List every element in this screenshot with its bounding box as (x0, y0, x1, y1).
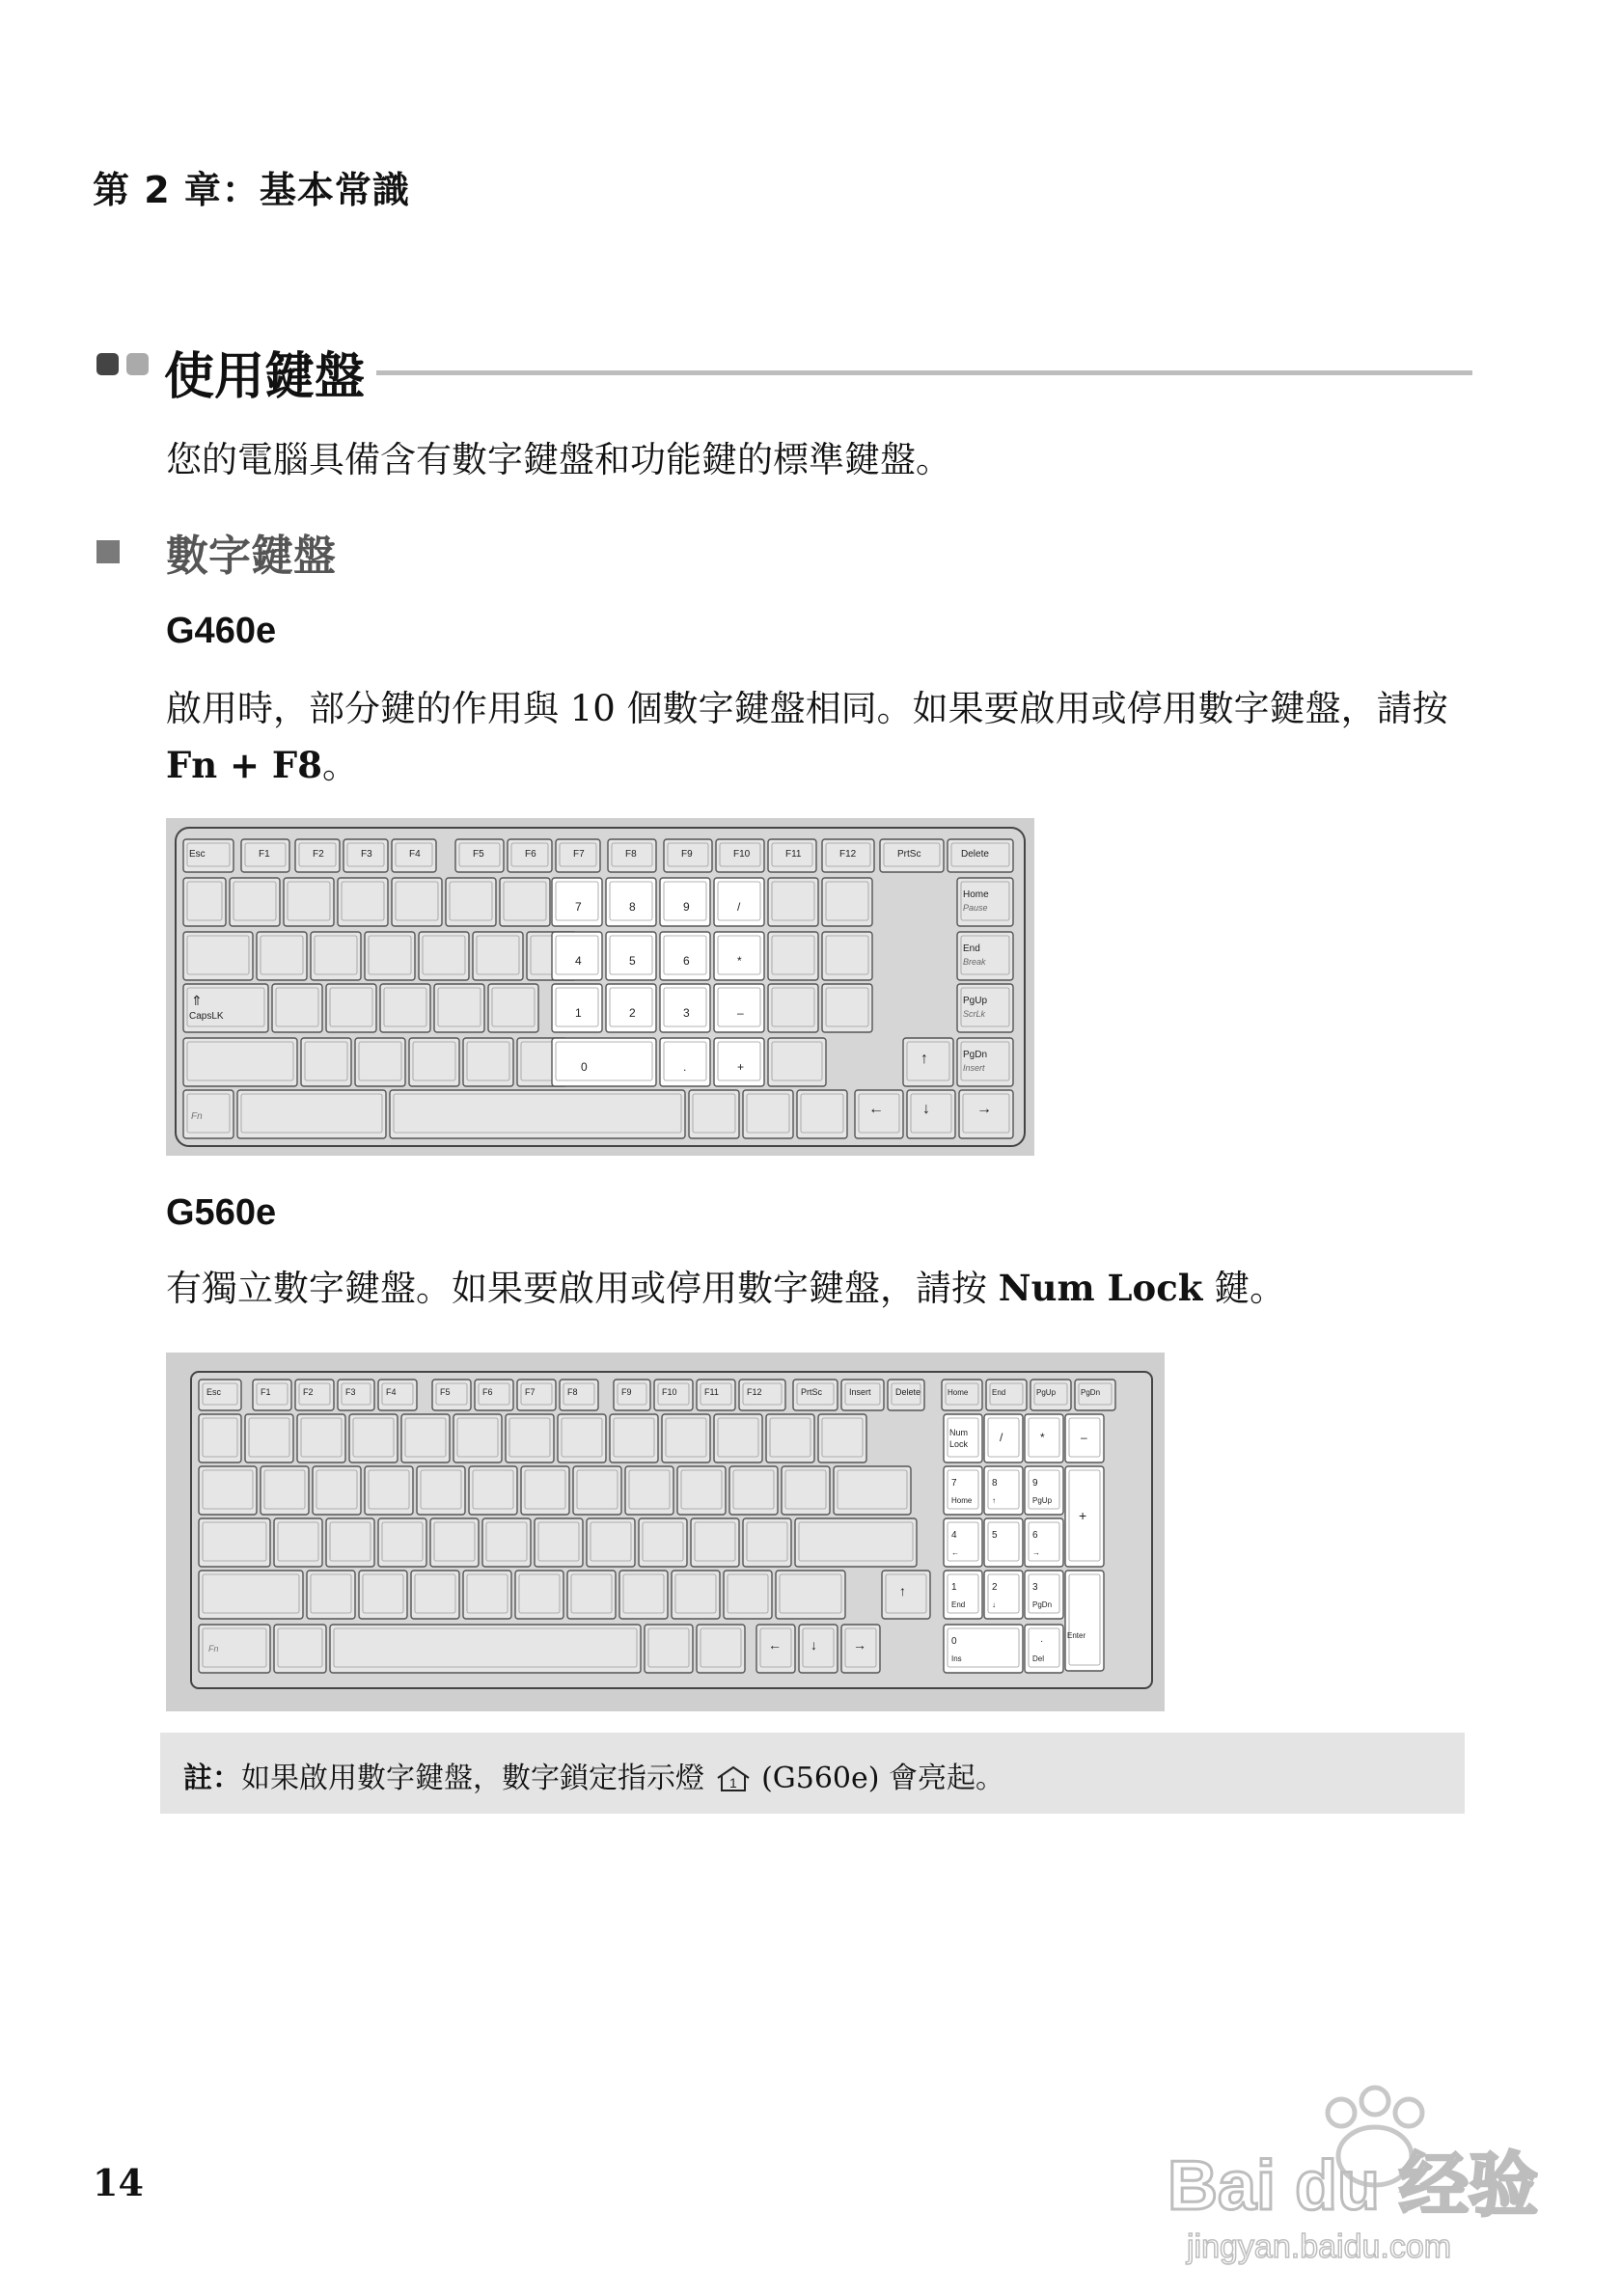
kb1-label-f3: F3 (361, 849, 372, 860)
model-heading-g460e: G460e (166, 611, 277, 651)
kb2-label-f9: F9 (621, 1387, 632, 1397)
kb2-row1-key-2 (297, 1414, 345, 1462)
kb2-label-f5: F5 (440, 1387, 451, 1397)
kb2-key-f4 (378, 1380, 417, 1410)
kb1-numpad-label-0-3: / (737, 900, 741, 914)
g560e-paragraph: 有獨立數字鍵盤。如果要啟用或停用數字鍵盤，請按 Num Lock 鍵。 (166, 1267, 1286, 1309)
kb1-label-esc: Esc (189, 849, 206, 860)
kb2-key-f9 (614, 1380, 650, 1410)
kb2-numpad-dot (1025, 1625, 1063, 1673)
kb2-row3-key-3 (378, 1518, 426, 1567)
kb2-row1-key-1 (245, 1414, 293, 1462)
kb2-label-pgdn: PgDn (1081, 1388, 1101, 1397)
kb2-numpad-zero (944, 1625, 1023, 1673)
kb1-numpad-label-0-1: 8 (629, 900, 636, 914)
kb2-row2-key-5 (469, 1466, 517, 1515)
kb2-row1-key-6 (506, 1414, 554, 1462)
kb2-numlock-label-2: Lock (949, 1439, 969, 1449)
kb1-right-a-0 (768, 878, 818, 926)
kb2-label-f1: F1 (261, 1387, 271, 1397)
kb1-row3-key-3 (380, 984, 430, 1032)
kb1-label-f10: F10 (733, 849, 751, 860)
kb1-caps-arrow: ⇑ (191, 993, 203, 1008)
kb1-side-sub-0: Pause (963, 903, 988, 913)
kb2-numpad-zero-sub: Ins (951, 1654, 962, 1663)
kb1-row4-key-2 (355, 1038, 405, 1086)
kb2-numpad-r4-0 (944, 1571, 982, 1619)
kb1-right-b-0 (822, 878, 872, 926)
kb2-row3-key-10 (743, 1518, 791, 1567)
kb1-fn-label: Fn (191, 1111, 203, 1122)
kb1-label-f6: F6 (525, 849, 536, 860)
kb1-side-pgup (957, 984, 1013, 1032)
kb1-numpad-label-1-3: * (737, 954, 742, 968)
kb1-capslk-label: CapsLK (189, 1011, 224, 1022)
kb2-numpad-r2-sub-2: PgUp (1032, 1496, 1053, 1505)
intro-paragraph: 您的電腦具備含有數字鍵盤和功能鍵的標準鍵盤。 (166, 439, 951, 480)
kb1-row3-key-2 (326, 984, 376, 1032)
kb1-numpad-label-2-3: – (737, 1006, 744, 1020)
kb1-numpad-label-1-2: 6 (683, 954, 690, 968)
kb2-label-end: End (992, 1388, 1006, 1397)
keyboard-diagram-g560e (166, 1353, 1165, 1711)
section-title: 使用鍵盤 (164, 348, 366, 406)
kb2-row3-key-2 (326, 1518, 374, 1567)
kb1-bottom-4 (797, 1090, 847, 1138)
kb2-label-f8: F8 (567, 1387, 578, 1397)
kb2-row4-key-9 (724, 1571, 772, 1619)
kb2-row1-key-3 (349, 1414, 398, 1462)
kb2-row2-key-0 (199, 1466, 257, 1515)
kb1-row2-key-0 (183, 932, 253, 980)
kb1-numpad-label-0-0: 7 (575, 900, 582, 914)
kb2-label-f4: F4 (386, 1387, 397, 1397)
watermark-brand: Bai du 经验 (1168, 2147, 1539, 2225)
kb2-key-f2 (295, 1380, 334, 1410)
kb2-numpad-r3-sub-2: → (1032, 1548, 1040, 1557)
kb2-row1-key-11 (766, 1414, 814, 1462)
kb1-label-f4: F4 (409, 849, 421, 860)
kb1-row3-key-5 (488, 984, 538, 1032)
kb2-numpad-r3-0 (944, 1518, 982, 1567)
kb2-row4-key-10 (776, 1571, 845, 1619)
kb1-numpad-key-3-0 (552, 1038, 656, 1086)
kb2-numpad-r3-1 (984, 1518, 1023, 1567)
kb1-row2-key-2 (311, 932, 361, 980)
kb2-numpad-r3-sub-0: ← (951, 1548, 959, 1557)
kb2-numpad-r4-sub-0: End (951, 1600, 966, 1609)
kb2-row3-key-1 (274, 1518, 322, 1567)
note-box (160, 1733, 1465, 1814)
kb1-row2-key-3 (365, 932, 415, 980)
kb2-row4-key-7 (619, 1571, 668, 1619)
kb2-row4-key-8 (672, 1571, 720, 1619)
kb1-row1-key-5 (446, 878, 496, 926)
kb1-row1-key-3 (338, 878, 388, 926)
kb2-numpad-r3-2 (1025, 1518, 1063, 1567)
kb1-right-b-2 (822, 984, 872, 1032)
kb1-side-home (957, 878, 1013, 926)
kb1-numpad-label-0-2: 9 (683, 900, 690, 914)
kb2-numpad-plus-label: + (1079, 1508, 1087, 1523)
square-bullet-icon (96, 540, 120, 563)
kb1-spacebar (390, 1090, 685, 1138)
kb2-numpad-r4-1 (984, 1571, 1023, 1619)
kb1-row2-key-5 (473, 932, 523, 980)
kb2-numpad-zero-label: 0 (951, 1636, 957, 1647)
section-bullet-icon (96, 353, 156, 375)
kb2-row2-key-9 (677, 1466, 726, 1515)
kb2-label-prtsc: PrtSc (801, 1387, 823, 1397)
kb1-label-f12: F12 (839, 849, 857, 860)
kb2-label-f2: F2 (303, 1387, 314, 1397)
kb2-key-f3 (338, 1380, 374, 1410)
kb2-numpad-enter (1065, 1571, 1104, 1671)
kb1-row4-key-4 (463, 1038, 513, 1086)
kb2-row2-key-7 (573, 1466, 621, 1515)
kb1-right-a-2 (768, 984, 818, 1032)
kb2-numpad-r2-label-1: 8 (992, 1478, 998, 1489)
kb1-side-label-1: End (963, 943, 980, 954)
kb2-row4-key-4 (463, 1571, 511, 1619)
kb1-bottom-1 (237, 1090, 386, 1138)
kb1-bottom-3 (743, 1090, 793, 1138)
kb1-numpad-label-2-1: 2 (629, 1006, 636, 1020)
kb1-side-sub-1: Break (963, 957, 986, 967)
kb2-key-f6 (475, 1380, 513, 1410)
kb2-arrow-left-label: ← (768, 1637, 782, 1653)
kb2-numpad-r2-sub-1: ↑ (992, 1496, 996, 1505)
kb2-row3-key-11 (795, 1518, 917, 1567)
kb1-arrow-up-label: ↑ (920, 1051, 928, 1067)
kb2-numpad-r2-2 (1025, 1466, 1063, 1515)
kb2-row2-key-6 (521, 1466, 569, 1515)
kb1-label-f8: F8 (625, 849, 637, 860)
kb1-label-f5: F5 (473, 849, 484, 860)
kb2-row2-key-4 (417, 1466, 465, 1515)
kb1-arrow-down-label: ↓ (922, 1101, 930, 1117)
kb2-bottom-1 (274, 1625, 326, 1673)
kb1-row2-key-4 (419, 932, 469, 980)
kb1-arrow-down (907, 1090, 955, 1138)
kb2-key-f8 (560, 1380, 598, 1410)
kb2-key-f1 (253, 1380, 291, 1410)
kb2-row3-key-9 (691, 1518, 739, 1567)
kb2-numpad-enter-label: Enter (1067, 1631, 1086, 1640)
kb1-row4-key-0 (183, 1038, 297, 1086)
kb2-numpad-r2-label-2: 9 (1032, 1478, 1038, 1489)
kb2-row1-key-4 (401, 1414, 450, 1462)
kb1-row3-key-4 (434, 984, 484, 1032)
kb2-numpad-r1-label-2: – (1081, 1431, 1087, 1444)
kb2-numpad-dot-label: · (1040, 1636, 1044, 1647)
kb2-arrow-up-label: ↑ (899, 1583, 906, 1599)
kb2-row1-key-7 (558, 1414, 606, 1462)
shortcut-fn-f8: Fn + F8 (166, 744, 322, 786)
kb2-row4-key-3 (411, 1571, 459, 1619)
kb1-numpad-label-1-0: 4 (575, 954, 582, 968)
kb2-label-home: Home (948, 1388, 969, 1397)
kb2-row3-key-8 (639, 1518, 687, 1567)
kb2-row4-key-0 (199, 1571, 303, 1619)
kb1-row1-key-6 (500, 878, 550, 926)
kb2-row2-key-1 (261, 1466, 309, 1515)
kb1-numpad-label-2-2: 3 (683, 1006, 690, 1020)
kb2-row2-key-3 (365, 1466, 413, 1515)
kb1-numpad-label-3-0: 0 (581, 1060, 588, 1074)
kb2-label-f3: F3 (345, 1387, 356, 1397)
kb2-row2-key-11 (782, 1466, 830, 1515)
kb2-numpad-dot-sub: Del (1032, 1654, 1045, 1663)
kb1-label-prtsc: PrtSc (897, 849, 921, 860)
kb1-label-f9: F9 (681, 849, 693, 860)
kb2-row1-key-10 (714, 1414, 762, 1462)
kb2-key-f5 (432, 1380, 471, 1410)
kb2-numpad-r2-1 (984, 1466, 1023, 1515)
note-label: 註： (183, 1762, 241, 1795)
kb2-numpad-r2-0 (944, 1466, 982, 1515)
kb1-right-b-1 (822, 932, 872, 980)
kb2-arrow-down (799, 1625, 838, 1673)
page-number: 14 (93, 2161, 144, 2204)
kb2-numpad-r1-0 (984, 1414, 1023, 1462)
kb2-label-f11: F11 (704, 1387, 719, 1397)
kb2-numpad-r1-label-0: / (1000, 1431, 1003, 1444)
kb2-numpad-r4-label-1: 2 (992, 1582, 998, 1593)
kb2-numlock-key (944, 1414, 982, 1462)
keyboard-diagram-g460e (166, 818, 1034, 1156)
kb2-row3-key-7 (587, 1518, 635, 1567)
kb2-numpad-r3-label-0: 4 (951, 1530, 957, 1541)
kb1-row4-key-3 (409, 1038, 459, 1086)
kb2-numpad-r1-label-1: * (1040, 1431, 1045, 1444)
kb2-label-f7: F7 (525, 1387, 536, 1397)
shortcut-num-lock: Num Lock (998, 1267, 1203, 1309)
kb2-label-insert: Insert (849, 1387, 871, 1397)
kb1-arrow-left-label: ← (868, 1101, 884, 1117)
kb2-row2-key-10 (729, 1466, 778, 1515)
kb2-numpad-r2-label-0: 7 (951, 1478, 957, 1489)
kb2-numpad-r3-label-2: 6 (1032, 1530, 1038, 1541)
kb2-row3-key-5 (482, 1518, 531, 1567)
kb1-row3-key-0 (183, 984, 268, 1032)
kb2-row1-key-0 (199, 1414, 241, 1462)
baidu-watermark (1168, 2074, 1573, 2267)
section-rule (376, 370, 1472, 375)
kb2-numpad-r4-2 (1025, 1571, 1063, 1619)
kb1-side-end (957, 932, 1013, 980)
kb2-label-pgup: PgUp (1036, 1388, 1057, 1397)
kb2-numpad-r3-label-1: 5 (992, 1530, 998, 1541)
kb2-numpad-r4-label-2: 3 (1032, 1582, 1038, 1593)
note-text: 註：如果啟用數字鍵盤，數字鎖定指示燈 1 (G560e) 會亮起。 (183, 1762, 1005, 1795)
kb1-row1-key-4 (392, 878, 442, 926)
kb2-fn-label: Fn (208, 1644, 219, 1654)
kb1-side-label-2: PgUp (963, 996, 988, 1006)
keyboard-g560e-svg (166, 1353, 1165, 1711)
kb2-arrow-right-label: → (853, 1637, 866, 1653)
kb2-spacebar (330, 1625, 641, 1673)
svg-text:1: 1 (728, 1775, 737, 1790)
kb1-label-delete: Delete (961, 849, 989, 860)
kb2-row1-key-9 (662, 1414, 710, 1462)
kb1-row3-key-1 (272, 984, 322, 1032)
kb1-row2-key-1 (257, 932, 307, 980)
kb2-label-esc: Esc (206, 1387, 222, 1397)
kb1-label-f2: F2 (313, 849, 324, 860)
keyboard-g460e-svg (166, 818, 1034, 1156)
kb1-numpad-label-3-1: . (683, 1060, 687, 1074)
kb2-row3-key-0 (199, 1518, 270, 1567)
kb2-row4-key-2 (359, 1571, 407, 1619)
kb2-row1-key-5 (453, 1414, 502, 1462)
kb2-row1-key-8 (610, 1414, 658, 1462)
kb1-row1-key-2 (284, 878, 334, 926)
kb2-arrow-up (882, 1571, 930, 1619)
kb1-side-sub-2: ScrLk (963, 1009, 986, 1019)
g460e-paragraph: 啟用時，部分鍵的作用與 10 個數字鍵盤相同。如果要啟用或停用數字鍵盤，請按 Fn + F8。 (166, 688, 1448, 786)
kb2-row4-key-5 (515, 1571, 563, 1619)
kb2-numpad-r4-sub-2: PgDn (1032, 1600, 1053, 1609)
kb2-numpad-r4-sub-1: ↓ (992, 1600, 996, 1609)
watermark-url: jingyan.baidu.com (1187, 2228, 1452, 2265)
kb2-label-delete: Delete (895, 1387, 921, 1397)
kb1-row1-key-1 (230, 878, 280, 926)
kb2-row2-key-2 (313, 1466, 361, 1515)
subsection-title: 數字鍵盤 (166, 532, 336, 581)
kb2-numpad-r2-sub-0: Home (951, 1496, 973, 1505)
kb1-numpad-label-3-2: + (737, 1060, 745, 1074)
kb1-numpad-label-2-0: 1 (575, 1006, 582, 1020)
kb1-arrow-right-label: → (976, 1101, 992, 1117)
chapter-header: 第 2 章：基本常識 (93, 169, 410, 211)
kb1-label-f7: F7 (573, 849, 585, 860)
kb1-label-f11: F11 (785, 849, 802, 860)
kb2-row3-key-4 (430, 1518, 479, 1567)
kb2-row1-key-12 (818, 1414, 866, 1462)
numlock-indicator-icon (714, 1764, 753, 1795)
kb1-row1-key-0 (183, 878, 226, 926)
kb1-label-f1: F1 (259, 849, 270, 860)
model-heading-g560e: G560e (166, 1192, 277, 1233)
kb1-right-a-1 (768, 932, 818, 980)
kb2-label-f10: F10 (662, 1387, 677, 1397)
kb1-side-sub-3: Insert (963, 1063, 985, 1073)
kb2-bottom-2 (645, 1625, 693, 1673)
kb1-side-pgdn (957, 1038, 1013, 1086)
kb1-row4-key-1 (301, 1038, 351, 1086)
kb1-side-label-0: Home (963, 889, 989, 900)
kb2-row2-key-8 (625, 1466, 673, 1515)
kb2-row4-key-6 (567, 1571, 616, 1619)
kb1-side-label-3: PgDn (963, 1050, 988, 1060)
kb2-row2-key-12 (834, 1466, 911, 1515)
kb2-numlock-label-1: Num (949, 1428, 969, 1437)
kb2-numpad-r4-label-0: 1 (951, 1582, 957, 1593)
kb1-numpad-label-1-1: 5 (629, 954, 636, 968)
kb2-label-f12: F12 (747, 1387, 762, 1397)
kb2-row4-key-1 (307, 1571, 355, 1619)
kb1-right-a-3 (768, 1038, 826, 1086)
kb2-key-f7 (517, 1380, 556, 1410)
kb2-arrow-down-label: ↓ (810, 1637, 817, 1653)
kb2-bottom-3 (697, 1625, 745, 1673)
kb2-row3-key-6 (535, 1518, 583, 1567)
kb1-bottom-2 (689, 1090, 739, 1138)
kb2-label-f6: F6 (482, 1387, 493, 1397)
kb1-arrow-up (903, 1038, 953, 1086)
